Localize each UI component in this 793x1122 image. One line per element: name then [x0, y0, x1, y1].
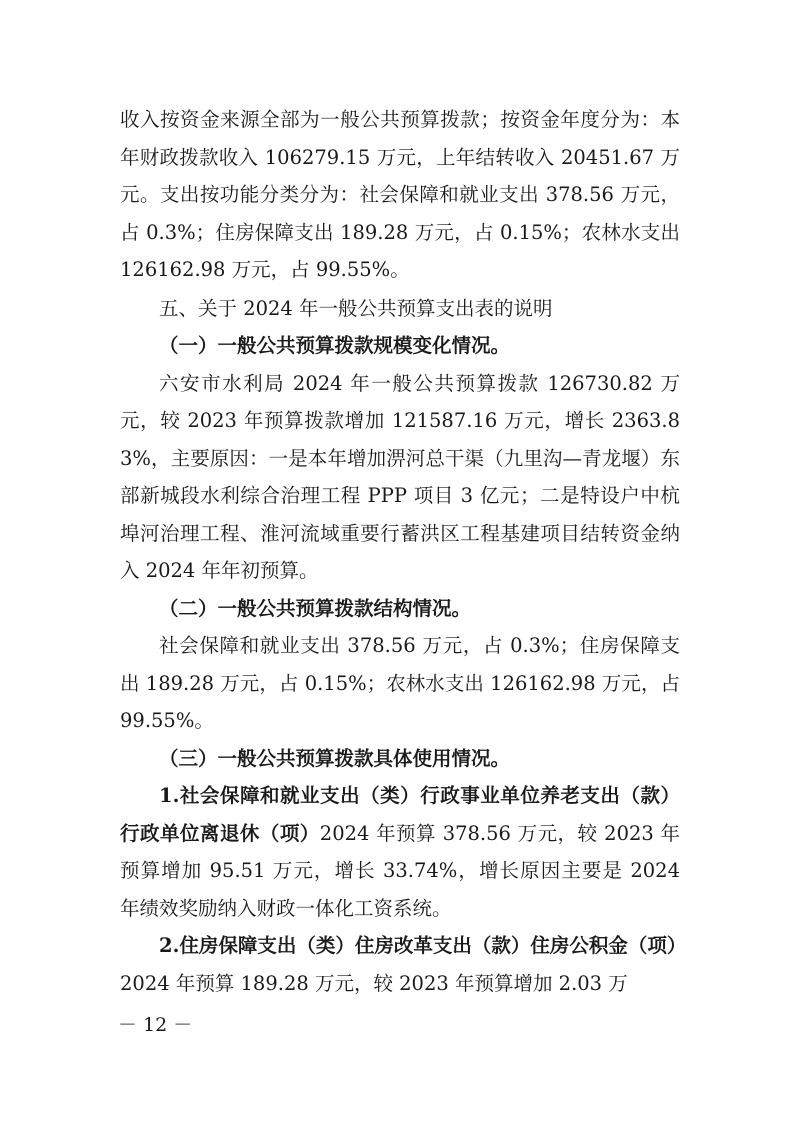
item-2-text: 2024 年预算 189.28 万元，较 2023 年预算增加 2.03 万	[120, 971, 628, 995]
subheading-structure: （二）一般公共预算拨款结构情况。	[159, 596, 472, 620]
paragraph-item-2	[120, 927, 687, 1002]
document-body	[120, 101, 687, 1002]
paragraph-scale-change: 六安市水利局 2024 年一般公共预算拨款 126730.82 万元，较 2023 年预算拨款增加 121587.16 万元，增长 2363.83%，主要原因：一是本年增加淠河总干渠（九里沟—青龙堰）东部新城段水利综合治理工程 PPP 项目 3 亿元；二是特设户中杭埠河治理工程、淮河流域重要行蓄洪区工程基建项目结转资金纳入 2024 年年初预算。	[120, 371, 680, 582]
item-1-text: 2024 年预算 378.56 万元，较 2023 年预算增加 95.51 万元，增长 33.74%，增长原因主要是 2024 年绩效奖励纳入财政一体化工资系统。	[120, 821, 680, 920]
subheading-scale-change: （一）一般公共预算拨款规模变化情况。	[159, 334, 511, 357]
item-2-title: 2.住房保障支出（类）住房改革支出（款）住房公积金（项）	[159, 934, 687, 957]
page-number: － 12 －	[118, 1014, 193, 1036]
section-heading-5: 五、关于 2024 年一般公共预算支出表的说明	[159, 296, 553, 320]
paragraph-income-summary: 收入按资金来源全部为一般公共预算拨款；按资金年度分为：本年财政拨款收入 106279.15 万元，上年结转收入 20451.67 万元。支出按功能分类分为：社会保障和就业支出 378.56 万元，占 0.3%；住房保障支出 189.28 万元，占 0.15%；农林水支出 126162.98 万元，占 99.55%。	[120, 108, 680, 281]
paragraph-structure: 社会保障和就业支出 378.56 万元，占 0.3%；住房保障支出 189.28 万元，占 0.15%；农林水支出 126162.98 万元，占 99.55%。	[120, 634, 680, 732]
subheading-usage: （三）一般公共预算拨款具体使用情况。	[159, 746, 511, 770]
item-1-title: 1.社会保障和就业支出（类）行政事业单位养老支出（款）行政单位离退休（项）	[120, 784, 680, 845]
paragraph-item-1	[120, 777, 680, 927]
